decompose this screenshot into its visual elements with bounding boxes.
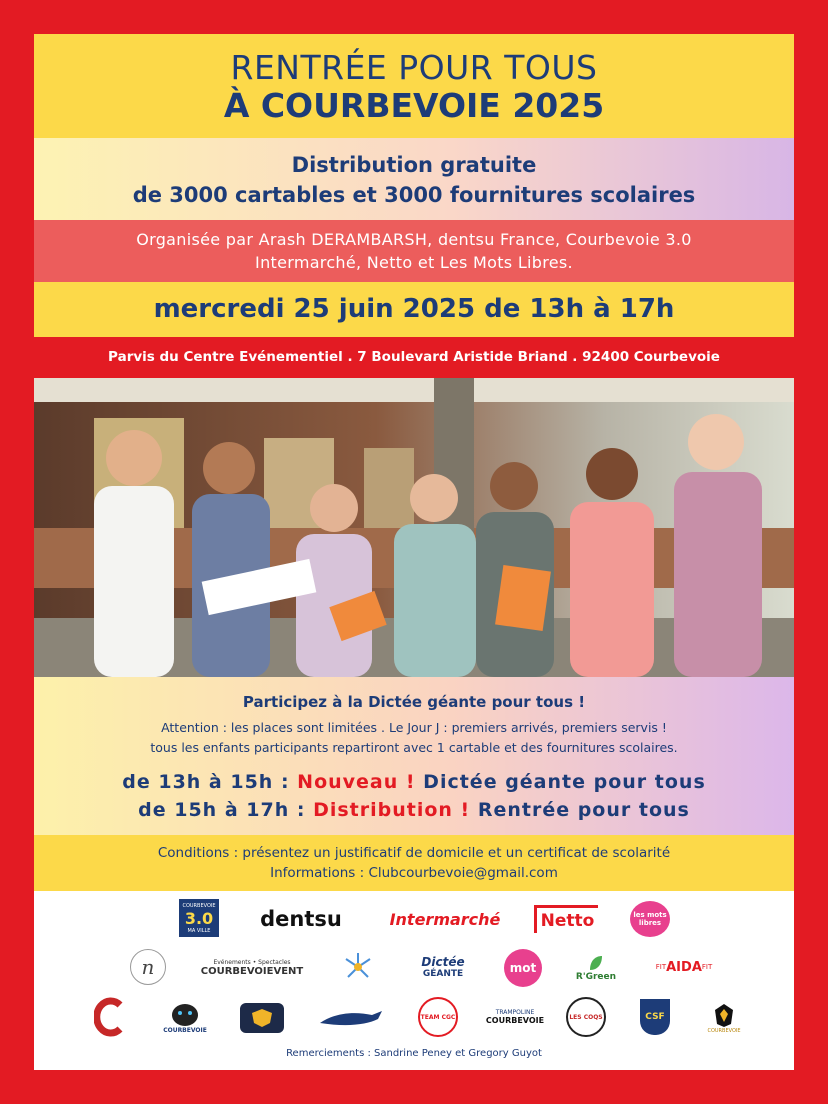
schedule-slot-2 bbox=[34, 799, 794, 821]
dictee-note-2: tous les enfants participants repartiront avec 1 cartable et des fournitures scolaires. bbox=[150, 740, 678, 755]
conditions-line-2: Informations : Clubcourbevoie@gmail.com bbox=[270, 865, 558, 881]
logo-panther-text: COURBEVOIE bbox=[163, 1026, 207, 1034]
logo-courbevoie-30-sub: MA VILLE bbox=[187, 927, 211, 934]
logo-fitaida-left: FIT bbox=[655, 963, 667, 971]
slot-2-rest: Rentrée pour tous bbox=[470, 799, 690, 821]
title-line-2: À COURBEVOIE 2025 bbox=[223, 86, 605, 125]
distribution-banner bbox=[34, 138, 794, 220]
conditions-banner bbox=[34, 835, 794, 891]
organizers-line-1: Organisée par Arash DERAMBARSH, dentsu France, Courbevoie 3.0 bbox=[136, 230, 692, 249]
logo-helmet-club bbox=[702, 997, 746, 1039]
organizers-line-2: Intermarché, Netto et Les Mots Libres. bbox=[255, 253, 573, 272]
logo-team: TEAM CGC bbox=[418, 997, 458, 1037]
greyhound-icon bbox=[316, 1003, 386, 1033]
event-address: Parvis du Centre Evénementiel . 7 Boulevard Aristide Briand . 92400 Courbevoie bbox=[34, 337, 794, 378]
logo-netto: Netto bbox=[534, 905, 598, 933]
logo-dentsu: dentsu bbox=[260, 907, 342, 931]
logo-trampoline-line-1: TRAMPOLINE bbox=[495, 1009, 535, 1016]
shield-icon bbox=[240, 1003, 284, 1033]
logo-chapeau-mot: mot bbox=[504, 949, 542, 987]
slot-1-highlight: Nouveau ! bbox=[297, 771, 416, 793]
logo-fitaida-main: AIDA bbox=[666, 959, 702, 975]
logo-n-circle: n bbox=[130, 949, 166, 985]
logo-c-club bbox=[94, 997, 126, 1037]
logo-courbevoievent-top: Evénements • Spectacles bbox=[213, 959, 291, 966]
logo-dictee-line-1: Dictée bbox=[421, 955, 465, 969]
logo-dictee-geante bbox=[414, 949, 472, 985]
leaf-icon bbox=[588, 954, 604, 972]
logo-dictee-line-2: GÉANTE bbox=[422, 969, 464, 979]
logo-rgreen bbox=[574, 949, 618, 987]
logo-courbevoievent bbox=[198, 953, 306, 983]
distribution-line-2: de 3000 cartables et 3000 fournitures scolaires bbox=[132, 183, 696, 207]
logo-intermarche: Intermarché bbox=[389, 909, 501, 929]
logo-les-mots-libres: les mots libres bbox=[630, 901, 670, 937]
slot-1-time: de 13h à 15h : bbox=[122, 771, 298, 793]
slot-2-highlight: Distribution ! bbox=[313, 799, 471, 821]
conditions-line-1: Conditions : présentez un justificatif de domicile et un certificat de scolarité bbox=[157, 845, 671, 861]
dictee-note-1: Attention : les places sont limitées . Le Jour J : premiers arrivés, premiers servis ! bbox=[161, 720, 667, 735]
logo-trampoline bbox=[485, 999, 545, 1035]
poster bbox=[34, 34, 794, 1070]
helmet-icon bbox=[713, 1002, 735, 1028]
title-banner bbox=[34, 34, 794, 138]
logo-fitaida bbox=[648, 957, 720, 977]
logo-courbevoie-30 bbox=[179, 899, 219, 937]
schedule-slot-1 bbox=[34, 771, 794, 793]
title-line-1: RENTRÉE POUR TOUS bbox=[230, 48, 598, 87]
logo-fitaida-right: FIT bbox=[701, 963, 713, 971]
dictee-section bbox=[34, 677, 794, 835]
sponsor-logos bbox=[34, 891, 794, 1070]
logo-csf: CSF bbox=[640, 999, 670, 1035]
slot-2-time: de 15h à 17h : bbox=[138, 799, 314, 821]
logo-panther-club bbox=[164, 997, 206, 1037]
logo-trampoline-line-2: COURBEVOIE bbox=[485, 1016, 545, 1025]
logo-courbevoie-30-number: 3.0 bbox=[184, 908, 214, 928]
logo-helmet-text: COURBEVOIE bbox=[707, 1028, 741, 1034]
event-date: mercredi 25 juin 2025 de 13h à 17h bbox=[34, 282, 794, 337]
organizers-banner bbox=[34, 220, 794, 282]
logo-courbevoie-30-tag: COURBEVOIE bbox=[182, 902, 216, 909]
distribution-line-1: Distribution gratuite bbox=[291, 153, 537, 177]
panther-icon bbox=[170, 1001, 200, 1027]
fireworks-icon bbox=[340, 949, 376, 985]
logo-rgreen-text: R'Green bbox=[575, 972, 617, 982]
slot-1-rest: Dictée géante pour tous bbox=[415, 771, 706, 793]
logo-courbevoievent-main: COURBEVOIEVENT bbox=[200, 966, 304, 977]
thanks-line: Remerciements : Sandrine Peney et Gregory Guyot bbox=[286, 1048, 542, 1059]
dictee-heading: Participez à la Dictée géante pour tous ! bbox=[242, 693, 586, 711]
students-photo bbox=[34, 378, 794, 677]
logo-les-coqs: LES COQS bbox=[566, 997, 606, 1037]
